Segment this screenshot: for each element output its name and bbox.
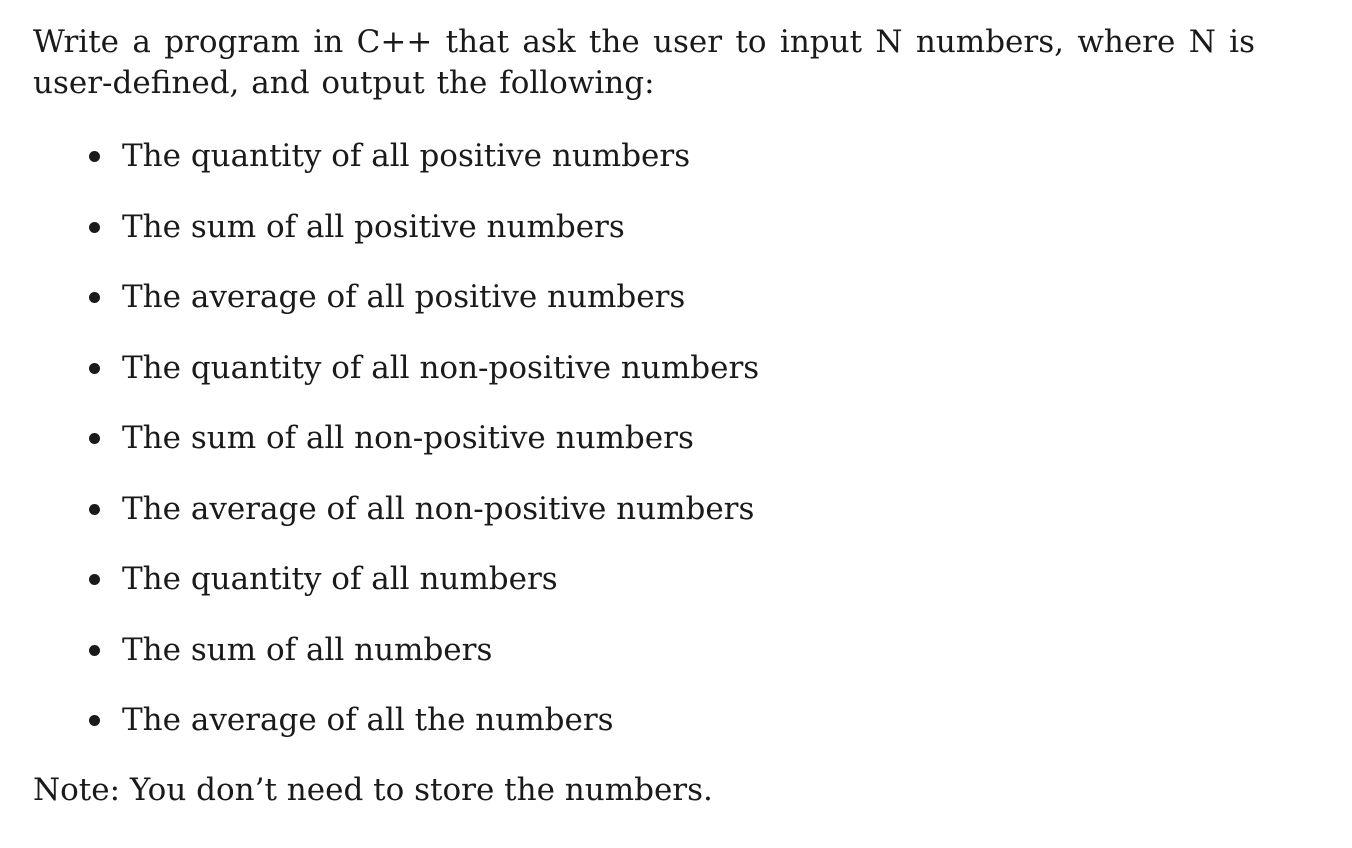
list-item-text: The quantity of all positive numbers xyxy=(122,138,691,174)
list-item xyxy=(33,417,1255,488)
bullet-icon xyxy=(89,504,100,515)
bullet-icon xyxy=(89,715,100,726)
list-item xyxy=(33,135,1255,206)
list-item xyxy=(33,629,1255,700)
list-item xyxy=(33,558,1255,629)
list-item xyxy=(33,276,1255,347)
note-paragraph: Note: You don’t need to store the numbers. xyxy=(33,772,713,808)
bullet-icon xyxy=(89,363,100,374)
list-item xyxy=(33,699,1255,770)
list-item-text: The sum of all numbers xyxy=(122,631,493,668)
assignment-document xyxy=(33,22,1255,808)
list-item xyxy=(33,347,1255,418)
requirements-list xyxy=(33,135,1255,770)
list-item-text: The sum of all positive numbers xyxy=(122,208,625,245)
list-item-text: The sum of all non-positive numbers xyxy=(122,420,694,456)
bullet-icon xyxy=(89,292,100,303)
bullet-icon xyxy=(89,574,100,585)
bullet-icon xyxy=(89,645,100,656)
list-item xyxy=(33,206,1255,277)
list-item-text: The average of all non-positive numbers xyxy=(122,490,755,527)
list-item-text: The average of all positive numbers xyxy=(122,279,686,315)
list-item-text: The quantity of all non-positive numbers xyxy=(122,349,760,386)
bullet-icon xyxy=(89,151,100,162)
list-item xyxy=(33,488,1255,559)
bullet-icon xyxy=(89,433,100,444)
intro-paragraph: Write a program in C++ that ask the user to input N numbers, where N is user-defined, and output the following: xyxy=(33,24,1255,101)
bullet-icon xyxy=(89,222,100,233)
list-item-text: The average of all the numbers xyxy=(122,702,614,738)
list-item-text: The quantity of all numbers xyxy=(122,561,558,597)
